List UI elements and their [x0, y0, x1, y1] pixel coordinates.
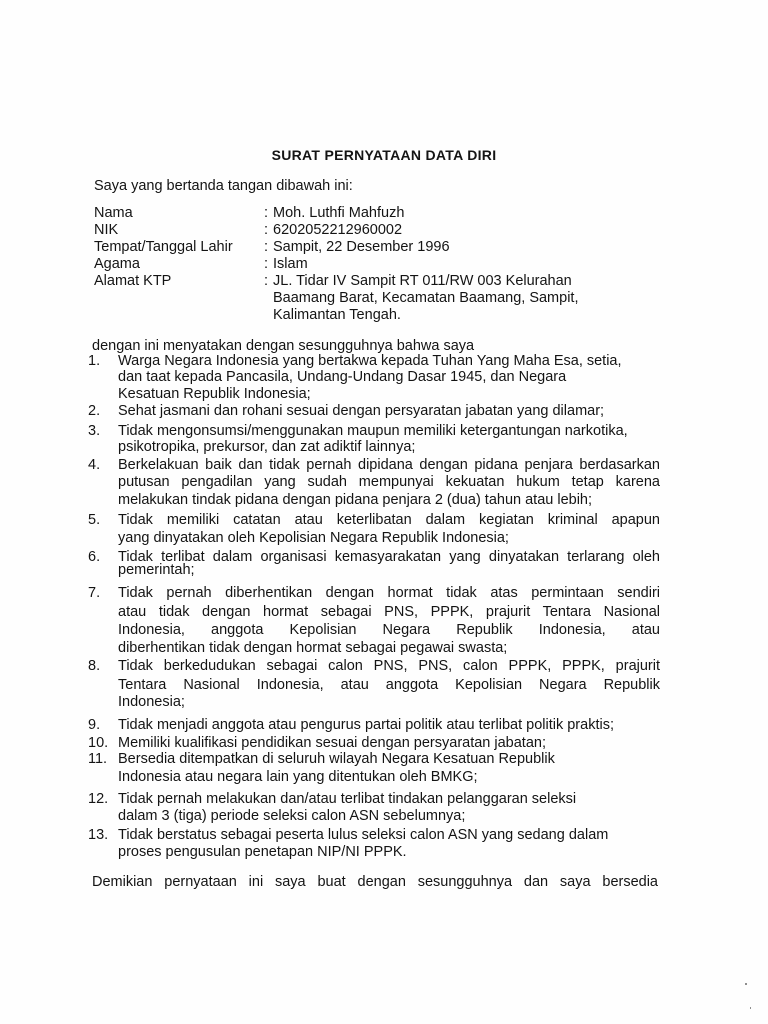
list-item-line: dalam 3 (tiga) periode seleksi calon ASN sebelumnya;	[118, 808, 466, 824]
statement-intro: dengan ini menyatakan dengan sesungguhnya bahwa saya	[92, 338, 475, 354]
list-item-line: Indonesia;	[118, 694, 185, 710]
list-item-line: Tentara Nasional Indonesia, atau anggota Kepolisian Negara Republik	[118, 677, 660, 693]
data-label: Agama	[94, 256, 140, 272]
list-item-number: 5.	[88, 512, 101, 528]
list-item-line: Memiliki kualifikasi pendidikan sesuai dengan persyaratan jabatan;	[118, 735, 546, 751]
list-item-number: 13.	[88, 827, 109, 843]
list-item-line: Sehat jasmani dan rohani sesuai dengan persyaratan jabatan yang dilamar;	[118, 403, 605, 419]
list-item-number: 2.	[88, 403, 101, 419]
list-item-number: 8.	[88, 658, 101, 674]
scan-speck	[750, 1007, 751, 1009]
list-item-line: Tidak mengonsumsi/menggunakan maupun memiliki ketergantungan narkotika,	[118, 423, 628, 439]
data-row	[94, 256, 654, 273]
data-label: Alamat KTP	[94, 273, 172, 289]
document-title: SURAT PERNYATAAN DATA DIRI	[271, 147, 497, 163]
list-item-number: 10.	[88, 735, 109, 751]
data-value	[264, 273, 654, 324]
list-item-line: Bersedia ditempatkan di seluruh wilayah Negara Kesatuan Republik	[118, 751, 555, 767]
list-item-line: diberhentikan tidak dengan hormat sebagai pegawai swasta;	[118, 640, 508, 656]
list-item-number: 11.	[88, 751, 108, 767]
data-row	[94, 273, 654, 324]
data-row	[94, 239, 654, 256]
list-item-line: Tidak memiliki catatan atau keterlibatan dalam kegiatan kriminal apapun	[118, 512, 660, 528]
colon-separator: :	[264, 205, 269, 221]
list-item-line: Tidak menjadi anggota atau pengurus partai politik atau terlibat politik praktis;	[118, 717, 614, 733]
list-item-line: dan taat kepada Pancasila, Undang-Undang Dasar 1945, dan Negara	[118, 369, 567, 385]
list-item-number: 7.	[88, 585, 101, 601]
list-item-line: psikotropika, prekursor, dan zat adiktif lainnya;	[118, 439, 416, 455]
data-row	[94, 205, 654, 222]
data-value-line: Moh. Luthfi Mahfuzh	[273, 205, 405, 221]
list-item-number: 9.	[88, 717, 101, 733]
list-item-line: Tidak berkedudukan sebagai calon PNS, PNS, calon PPPK, PPPK, prajurit	[118, 658, 660, 674]
list-item-number: 12.	[88, 791, 109, 807]
data-value-line: JL. Tidar IV Sampit RT 011/RW 003 Kelurahan	[273, 273, 572, 289]
colon-separator: :	[264, 273, 269, 289]
list-item-line: yang dinyatakan oleh Kepolisian Negara Republik Indonesia;	[118, 530, 509, 546]
data-row	[94, 222, 654, 239]
list-item-number: 6.	[88, 549, 101, 565]
list-item-line: Kesatuan Republik Indonesia;	[118, 386, 311, 402]
list-item-line: proses pengusulan penetapan NIP/NI PPPK.	[118, 844, 407, 860]
data-value	[264, 256, 654, 273]
data-value-line: Baamang Barat, Kecamatan Baamang, Sampit,	[273, 290, 579, 306]
data-value-line: 6202052212960002	[273, 222, 403, 238]
colon-separator: :	[264, 239, 269, 255]
list-item-number: 4.	[88, 457, 101, 473]
list-item-line: Tidak pernah melakukan dan/atau terlibat tindakan pelanggaran seleksi	[118, 791, 577, 807]
colon-separator: :	[264, 256, 269, 272]
colon-separator: :	[264, 222, 269, 238]
data-label: Tempat/Tanggal Lahir	[94, 239, 233, 255]
data-value	[264, 205, 654, 222]
list-item-line: pemerintah;	[118, 562, 195, 578]
list-item-line: Tidak pernah diberhentikan dengan hormat tidak atas permintaan sendiri	[118, 585, 660, 601]
scan-speck	[745, 983, 747, 985]
list-item-line: Indonesia, anggota Kepolisian Negara Republik Indonesia, atau	[118, 622, 660, 638]
list-item-line: atau tidak dengan hormat sebagai PNS, PPPK, prajurit Tentara Nasional	[118, 604, 660, 620]
list-item-line: Tidak berstatus sebagai peserta lulus seleksi calon ASN yang sedang dalam	[118, 827, 609, 843]
data-value-line: Kalimantan Tengah.	[273, 307, 401, 323]
closing-text: Demikian pernyataan ini saya buat dengan sesungguhnya dan saya bersedia	[92, 874, 658, 890]
list-item-number: 3.	[88, 423, 101, 439]
list-item-number: 1.	[88, 353, 101, 369]
data-value-line: Islam	[273, 256, 308, 272]
personal-data-table	[94, 205, 654, 324]
data-label: Nama	[94, 205, 133, 221]
intro-text: Saya yang bertanda tangan dibawah ini:	[94, 178, 353, 194]
list-item-line: Indonesia atau negara lain yang ditentukan oleh BMKG;	[118, 769, 478, 785]
data-value	[264, 222, 654, 239]
data-value	[264, 239, 654, 256]
data-value-line: Sampit, 22 Desember 1996	[273, 239, 450, 255]
list-item-line: putusan pengadilan yang sudah mempunyai kekuatan hukum tetap karena	[118, 474, 660, 490]
list-item-line: Tidak terlibat dalam organisasi kemasyarakatan yang dinyatakan terlarang oleh	[118, 549, 660, 565]
list-item-line: Warga Negara Indonesia yang bertakwa kepada Tuhan Yang Maha Esa, setia,	[118, 353, 622, 369]
data-label: NIK	[94, 222, 119, 238]
list-item-line: melakukan tindak pidana dengan pidana penjara 2 (dua) tahun atau lebih;	[118, 492, 593, 508]
list-item-line: Berkelakuan baik dan tidak pernah dipidana dengan pidana penjara berdasarkan	[118, 457, 660, 473]
